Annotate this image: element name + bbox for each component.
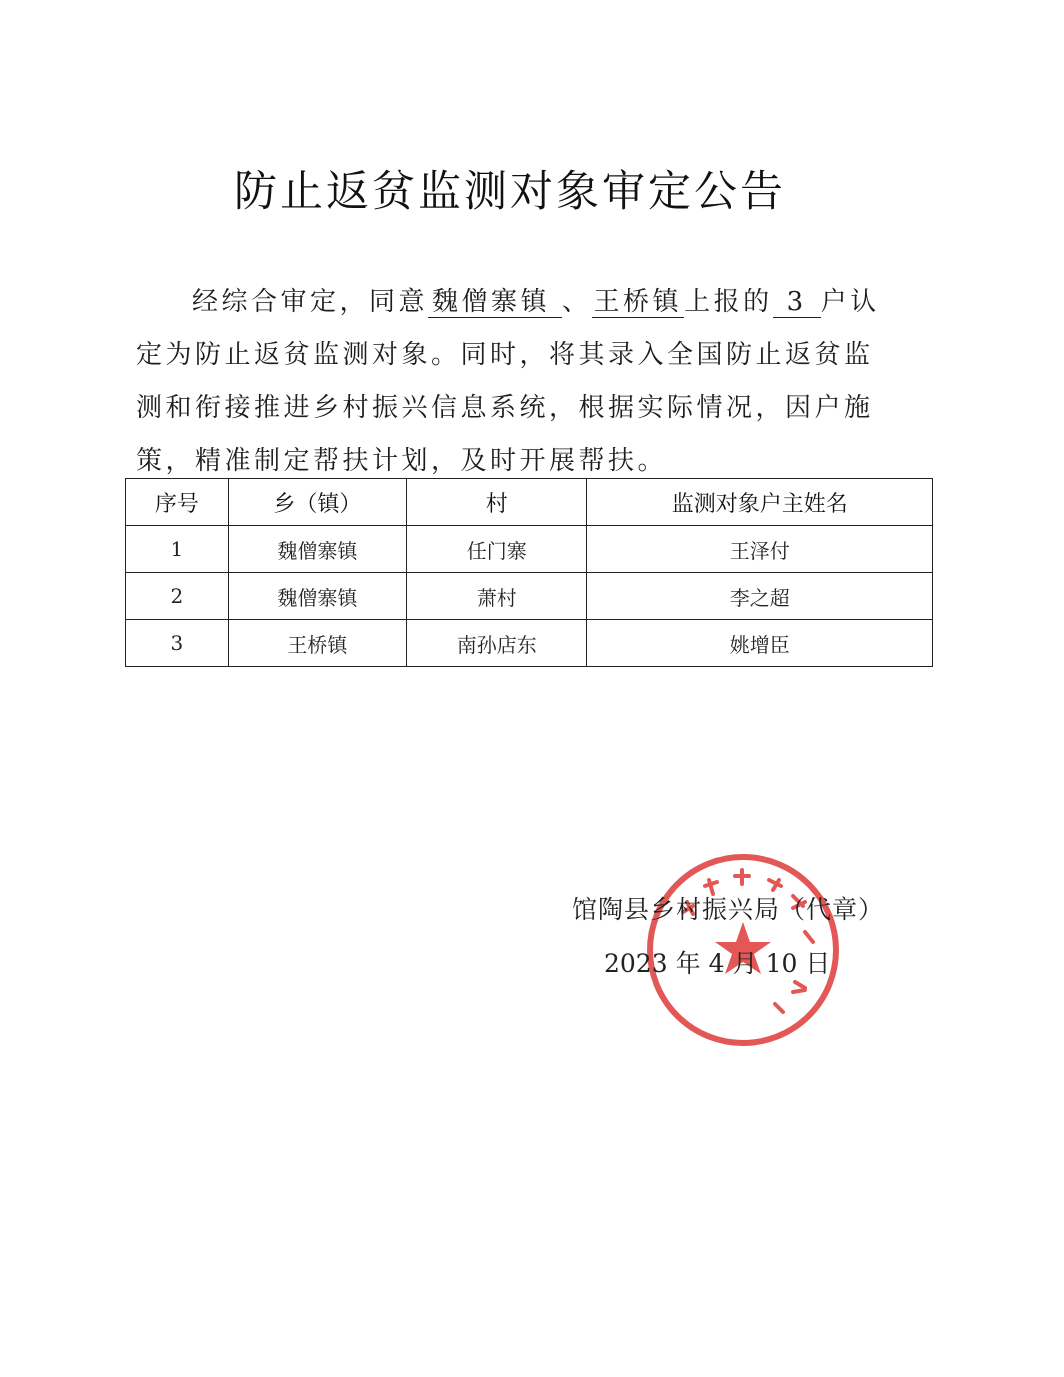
cell-householder: 李之超: [587, 573, 933, 620]
date-year: 2023: [604, 949, 668, 978]
paragraph-lead: 经综合审定，同意: [192, 287, 429, 317]
town-name-1: 魏僧寨镇: [428, 287, 562, 318]
paragraph-rest: 户认定为防止返贫监测对象。同时，将其录入全国防止返贫监测和衔接推进乡村振兴信息系统，根据实际情况，因户施策，精准制定帮扶计划，及时开展帮扶。: [136, 287, 880, 476]
date-month-unit: 月: [732, 949, 758, 978]
cell-index: 3: [126, 620, 229, 667]
table-row: [126, 573, 933, 620]
date-month: 4: [708, 949, 725, 978]
town-name-2: 王桥镇: [593, 287, 683, 317]
date-year-unit: 年: [675, 949, 701, 978]
cell-town: 王桥镇: [228, 620, 407, 667]
cell-town: 魏僧寨镇: [228, 573, 407, 620]
cell-householder: 姚增臣: [587, 620, 933, 667]
date-day: 10: [765, 949, 798, 978]
cell-village: 南孙店东: [407, 620, 587, 667]
header-town: 乡（镇）: [228, 479, 407, 526]
cell-village: 萧村: [407, 573, 587, 620]
table-row: [126, 620, 933, 667]
cell-householder: 王泽付: [587, 526, 933, 573]
cell-village: 任门寨: [407, 526, 587, 573]
header-householder: 监测对象户主姓名: [587, 479, 933, 526]
announcement-paragraph: [136, 276, 896, 488]
cell-index: 1: [126, 526, 229, 573]
cell-town: 魏僧寨镇: [228, 526, 407, 573]
issuer-signature: 馆陶县乡村振兴局（代章）: [572, 895, 885, 924]
household-count: 3: [773, 287, 821, 318]
paragraph-mid: 上报的: [684, 287, 773, 317]
table-header-row: [126, 479, 933, 526]
monitoring-table: [125, 478, 933, 667]
document-title: 防止返贫监测对象审定公告: [234, 167, 786, 217]
issue-date: [600, 944, 834, 980]
table-row: [126, 526, 933, 573]
date-day-unit: 日: [805, 949, 831, 978]
header-index: 序号: [126, 479, 229, 526]
cell-index: 2: [126, 573, 229, 620]
paragraph-separator: 、: [562, 287, 592, 317]
header-village: 村: [407, 479, 587, 526]
